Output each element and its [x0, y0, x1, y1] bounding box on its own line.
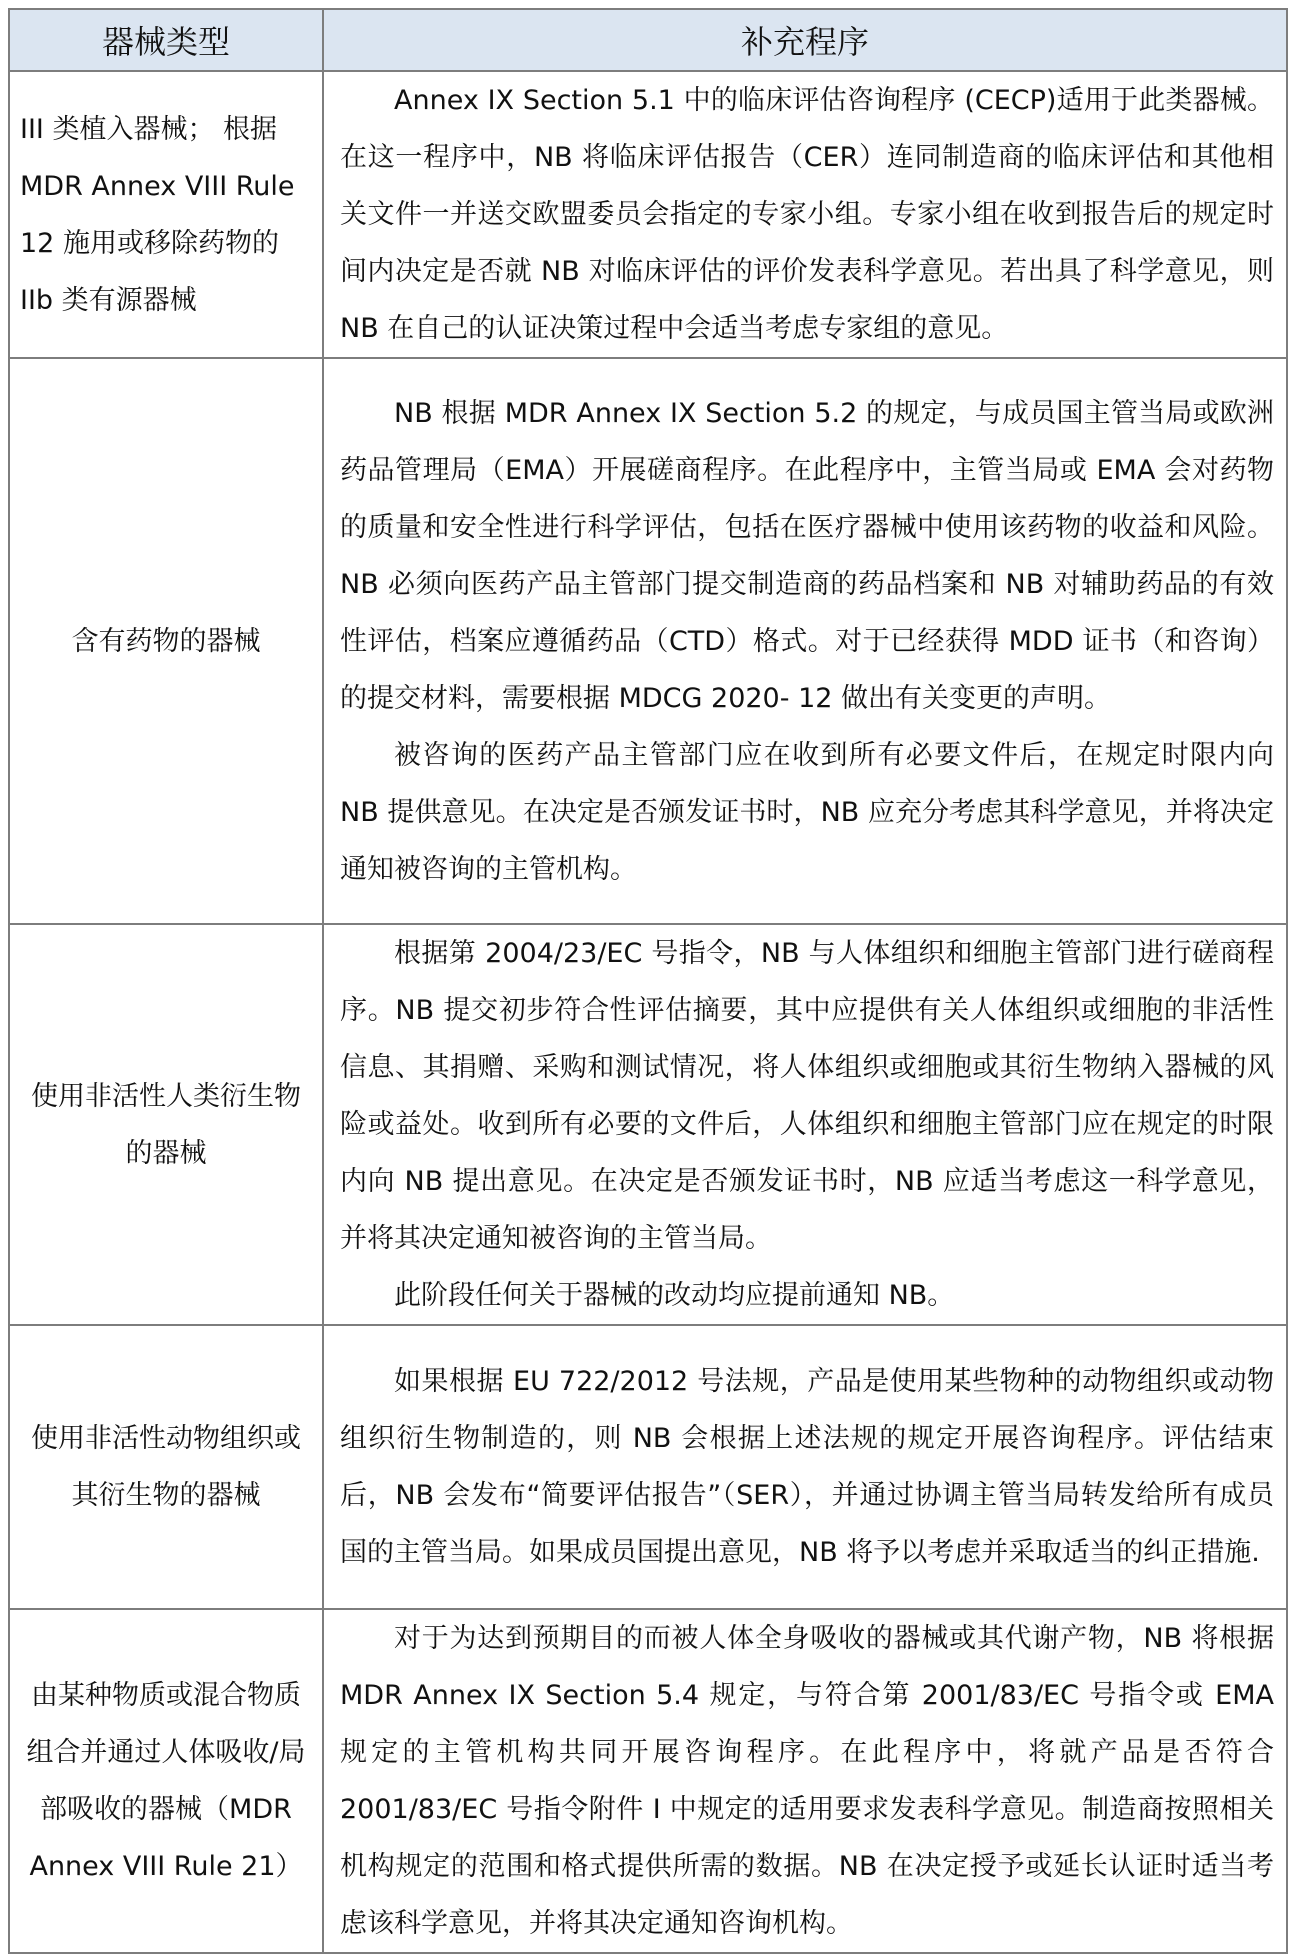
table-row	[9, 71, 1287, 358]
procedure-paragraph: 如果根据 EU 722/2012 号法规，产品是使用某些物种的动物组织或动物组织衍生物制造的，则 NB 会根据上述法规的规定开展咨询程序。评估结束后，NB 会发布“简要评估报告”（SER），并通过协调主管当局转发给所有成员国的主管当局。如果成员国提出意见，NB 将予以考虑并采取适当的纠正措施.	[340, 1366, 1274, 1568]
device-type-cell: 由某种物质或混合物质组合并通过人体吸收/局部吸收的器械（MDR Annex VIII Rule 21）	[9, 1609, 323, 1953]
procedure-cell	[323, 358, 1287, 924]
procedure-cell	[323, 1325, 1287, 1609]
procedure-paragraph: 被咨询的医药产品主管部门应在收到所有必要文件后，在规定时限内向 NB 提供意见。在决定是否颁发证书时，NB 应充分考虑其科学意见，并将决定通知被咨询的主管机构。	[340, 739, 1274, 885]
procedure-cell	[323, 71, 1287, 358]
header-device-type: 器械类型	[9, 9, 323, 71]
procedure-paragraph: 对于为达到预期目的而被人体全身吸收的器械或其代谢产物，NB 将根据 MDR Annex IX Section 5.4 规定，与符合第 2001/83/EC 号指令或 EMA 规定的主管机构共同开展咨询程序。在此程序中，将就产品是否符合 2001/83/EC 号指令附件 I 中规定的适用要求发表科学意见。制造商按照相关机构规定的范围和格式提供所需的数据。NB 在决定授予或延长认证时适当考虑该科学意见，并将其决定通知咨询机构。	[340, 1623, 1274, 1939]
device-type-cell: III 类植入器械； 根据 MDR Annex VIII Rule 12 施用或移除药物的 IIb 类有源器械	[9, 71, 323, 358]
procedure-paragraph: 此阶段任何关于器械的改动均应提前通知 NB。	[394, 1280, 955, 1311]
device-type-cell: 使用非活性人类衍生物的器械	[9, 924, 323, 1325]
procedure-paragraph: 根据第 2004/23/EC 号指令，NB 与人体组织和细胞主管部门进行磋商程序。NB 提交初步符合性评估摘要，其中应提供有关人体组织或细胞的非活性信息、其捐赠、采购和测试情况，将人体组织或细胞或其衍生物纳入器械的风险或益处。收到所有必要的文件后，人体组织和细胞主管部门应在规定的时限内向 NB 提出意见。在决定是否颁发证书时，NB 应适当考虑这一科学意见，并将其决定通知被咨询的主管当局。	[340, 938, 1274, 1254]
procedure-table	[8, 8, 1288, 1954]
device-type-cell: 含有药物的器械	[9, 358, 323, 924]
procedure-cell	[323, 1609, 1287, 1953]
header-row	[9, 9, 1287, 71]
device-type-cell: 使用非活性动物组织或其衍生物的器械	[9, 1325, 323, 1609]
table-row	[9, 1325, 1287, 1609]
procedure-paragraph: Annex IX Section 5.1 中的临床评估咨询程序 (CECP)适用于此类器械。在这一程序中，NB 将临床评估报告（CER）连同制造商的临床评估和其他相关文件一并送交欧盟委员会指定的专家小组。专家小组在收到报告后的规定时间内决定是否就 NB 对临床评估的评价发表科学意见。若出具了科学意见，则 NB 在自己的认证决策过程中会适当考虑专家组的意见。	[340, 85, 1274, 344]
table-row	[9, 924, 1287, 1325]
procedure-cell	[323, 924, 1287, 1325]
procedure-paragraph: NB 根据 MDR Annex IX Section 5.2 的规定，与成员国主管当局或欧洲药品管理局（EMA）开展磋商程序。在此程序中，主管当局或 EMA 会对药物的质量和安全性进行科学评估，包括在医疗器械中使用该药物的收益和风险。NB 必须向医药产品主管部门提交制造商的药品档案和 NB 对辅助药品的有效性评估，档案应遵循药品（CTD）格式。对于已经获得 MDD 证书（和咨询）的提交材料，需要根据 MDCG 2020- 12 做出有关变更的声明。	[340, 397, 1274, 714]
table-row	[9, 1609, 1287, 1953]
table-row	[9, 358, 1287, 924]
header-supplementary-procedure: 补充程序	[323, 9, 1287, 71]
